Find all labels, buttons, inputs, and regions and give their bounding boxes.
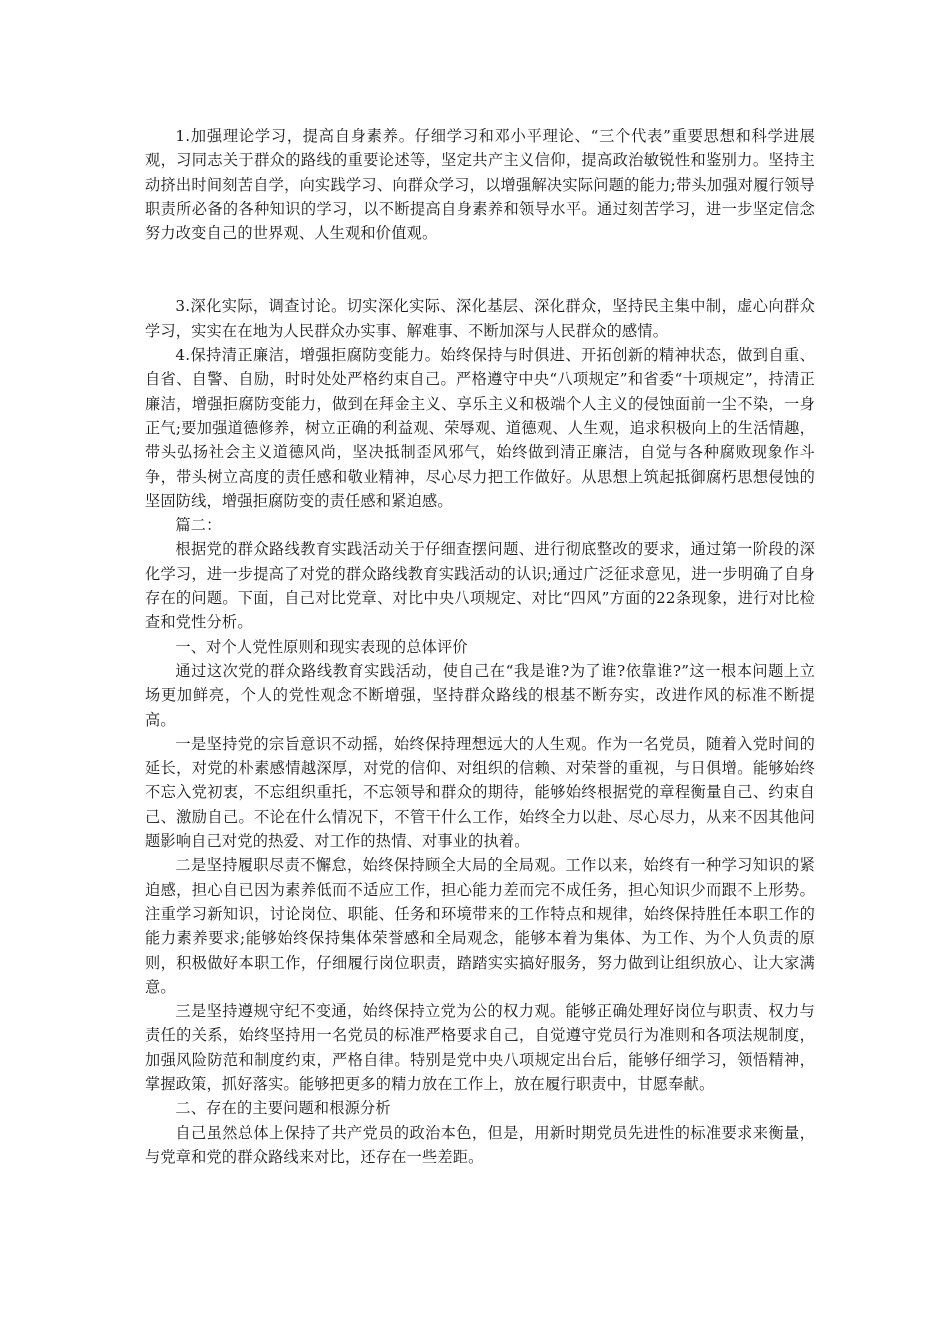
paragraph-problems-intro: 自己虽然总体上保持了共产党员的政治本色，但是，用新时期党员先进性的标准要求来衡量，与党章和党的群众路线来对比，还存在一些差距。: [145, 1123, 815, 1166]
document-page: [145, 124, 815, 1169]
paragraph-introduction: 根据党的群众路线教育实践活动关于仔细查摆问题、进行彻底整改的要求，通过第一阶段的深化学习，进一步提高了对党的群众路线教育实践活动的认识;通过广泛征求意见，进一步明确了自身存在的问题。下面，自己对比党章、对比中央八项规定、对比“四风”方面的22条现象，进行对比检查和党性分析。: [145, 540, 815, 632]
heading-overall-evaluation: 一、对个人党性原则和现实表现的总体评价: [175, 637, 468, 656]
paragraph-evaluation-summary: 通过这次党的群众路线教育实践活动，使自己在“我是谁?为了谁?依靠谁?”这一根本问题上立场更加鲜亮，个人的党性观念不断增强，坚持群众路线的根基不断夯实，改进作风的标准不断提高。: [145, 661, 815, 729]
paragraph-point-three: 三是坚持遵规守纪不变通，始终保持立党为公的权力观。能够正确处理好岗位与职责、权力与责任的关系，始终坚持用一名党员的标准严格要求自己，自觉遵守党员行为准则和各项法规制度，加强风险防范和制度约束，严格自律。特别是党中央八项规定出台后，能够仔细学习，领悟精神，掌握政策，抓好落实。能够把更多的精力放在工作上，放在履行职责中，甘愿奉献。: [145, 1002, 815, 1093]
paragraph-strengthen-theory-study: 1.加强理论学习，提高自身素养。仔细学习和邓小平理论、“三个代表”重要思想和科学进展观，习同志关于群众的路线的重要论述等，坚定共产主义信仰，提高政治敏锐性和鉴别力。坚持主动挤出时间刻苦自学，向实践学习、向群众学习，以增强解决实际问题的能力;带头加强对履行领导职责所必备的各种知识的学习，以不断提高自身素养和领导水平。通过刻苦学习，进一步坚定信念努力改变自己的世界观、人生观和价值观。: [145, 127, 815, 243]
paragraph-deepen-reality: 3.深化实际，调查讨论。切实深化实际、深化基层、深化群众，坚持民主集中制，虚心向群众学习，实实在在地为人民群众办实事、解难事、不断加深与人民群众的感情。: [145, 297, 815, 340]
section-label-part-two: 篇二：: [175, 516, 222, 535]
paragraph-stay-clean: 4.保持清正廉洁，增强拒腐防变能力。始终保持与时俱进、开拓创新的精神状态，做到自重、自省、自警、自励，时时处处严格约束自己。严格遵守中央“八项规定”和省委“十项规定”，持清正廉洁，增强拒腐防变能力，做到在拜金主义、享乐主义和极端个人主义的侵蚀面前一尘不染，一身正气;要加强道德修养，树立正确的利益观、荣辱观、道德观、人生观，追求积极向上的生活情趣，带头弘扬社会主义道德风尚，坚决抵制歪风邪气，始终做到清正廉洁，自觉与各种腐败现象作斗争，带头树立高度的责任感和敬业精神，尽心尽力把工作做好。从思想上筑起抵御腐朽思想侵蚀的坚固防线，增强拒腐防变的责任感和紧迫感。: [145, 346, 815, 510]
paragraph-gap: [145, 245, 815, 294]
paragraph-point-one: 一是坚持党的宗旨意识不动摇，始终保持理想远大的人生观。作为一名党员，随着入党时间的延长，对党的朴素感情越深厚，对党的信仰、对组织的信赖、对荣誉的重视，与日俱增。能够始终不忘入党初衷，不忘组织重托，不忘领导和群众的期待，能够始终根据党的章程衡量自己、约束自己、激励自己。不论在什么情况下，不管干什么工作，始终全力以赴、尽心尽力，从来不因其他问题影响自己对党的热爱、对工作的热情、对事业的执着。: [145, 734, 815, 851]
heading-main-problems: 二、存在的主要问题和根源分析: [175, 1099, 391, 1118]
paragraph-point-two: 二是坚持履职尽责不懈怠，始终保持顾全大局的全局观。工作以来，始终有一种学习知识的紧迫感，担心自已因为素养低而不适应工作，担心能力差而完不成任务，担心知识少而跟不上形势。注重学习新知识，讨论岗位、职能、任务和环境带来的工作特点和规律，始终保持胜任本职工作的能力素养要求;能够始终保持集体荣誉感和全局观念，能够本着为集体、为工作、为个人负责的原则，积极做好本职工作，仔细履行岗位职责，踏踏实实搞好服务，努力做到让组织放心、让大家满意。: [145, 856, 815, 996]
